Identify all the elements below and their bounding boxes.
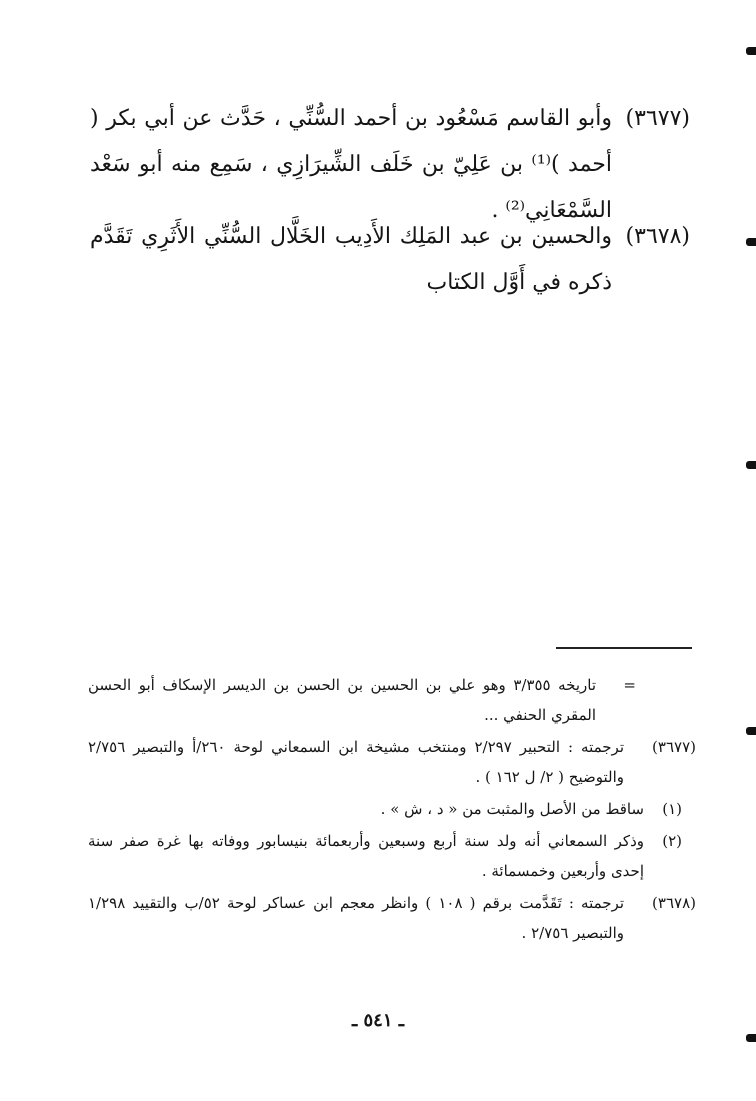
entry-number: (٣٦٧٧) — [625, 106, 690, 131]
scan-edge-mark — [746, 47, 756, 55]
scan-edge-mark — [746, 238, 756, 246]
scan-edge-mark — [746, 461, 756, 469]
entry-text: والحسين بن عبد المَلِك الأَدِيب الخَلَّال السُّنِّي الأَثَرِي تَقَدَّم ذكره في أَوَّل الكتاب — [90, 224, 612, 295]
footnote-label: = — [623, 676, 636, 694]
footnote — [88, 888, 696, 948]
entry-number: (٣٦٧٨) — [625, 224, 690, 249]
footnote-separator — [556, 647, 692, 649]
footnote-text: ترجمته : التحبير ٢/٢٩٧ ومنتخب مشيخة ابن السمعاني لوحة ٢٦٠/أ والتبصير ٢/٧٥٦ والتوضيح ( ٢/ ل ١٦٢ ) . — [88, 738, 624, 786]
footnote — [88, 670, 696, 730]
scan-edge-mark — [746, 1034, 756, 1042]
footnote-label: (٢) — [662, 832, 682, 850]
footnote-label: (٣٦٧٨) — [652, 894, 696, 912]
footnote — [88, 732, 696, 792]
footnote-label: (١) — [662, 800, 682, 818]
footnote — [88, 826, 696, 886]
footnotes — [88, 670, 696, 950]
entry — [90, 214, 690, 306]
footnote-label: (٣٦٧٧) — [652, 738, 696, 756]
footnote-text: تاريخه ٣/٣٥٥ وهو علي بن الحسين بن الحسن بن الديسر الإسكاف أبو الحسن المقري الحنفي ... — [88, 676, 597, 724]
main-text — [90, 214, 690, 306]
footnote-text: ساقط من الأصل والمثبت من « د ، ش » . — [380, 800, 644, 818]
page-number: ـ ٥٤١ ـ — [351, 1010, 405, 1031]
scan-edge-mark — [746, 727, 756, 735]
footnote — [88, 794, 696, 824]
footnote-text: وذكر السمعاني أنه ولد سنة أربع وسبعين وأربعمائة بنيسابور ووفاته بها غرة صفر سنة إحدى وأربعين وخمسمائة . — [88, 832, 644, 880]
entry-text: وأبو القاسم مَسْعُود بن أحمد السُّنِّي ، حَدَّث عن أبي بكر ( أحمد )⁽¹⁾ بن عَلِيّ بن خَلَف الشِّيرَازِي ، سَمِع منه أبو سَعْد السَّمْعَانِي⁽²⁾ . — [90, 106, 612, 223]
footnote-text: ترجمته : تَقَدَّمت برقم ( ١٠٨ ) وانظر معجم ابن عساكر لوحة ٥٢/ب والتقييد ١/٢٩٨ والتبصير ٢/٧٥٦ . — [88, 894, 625, 942]
